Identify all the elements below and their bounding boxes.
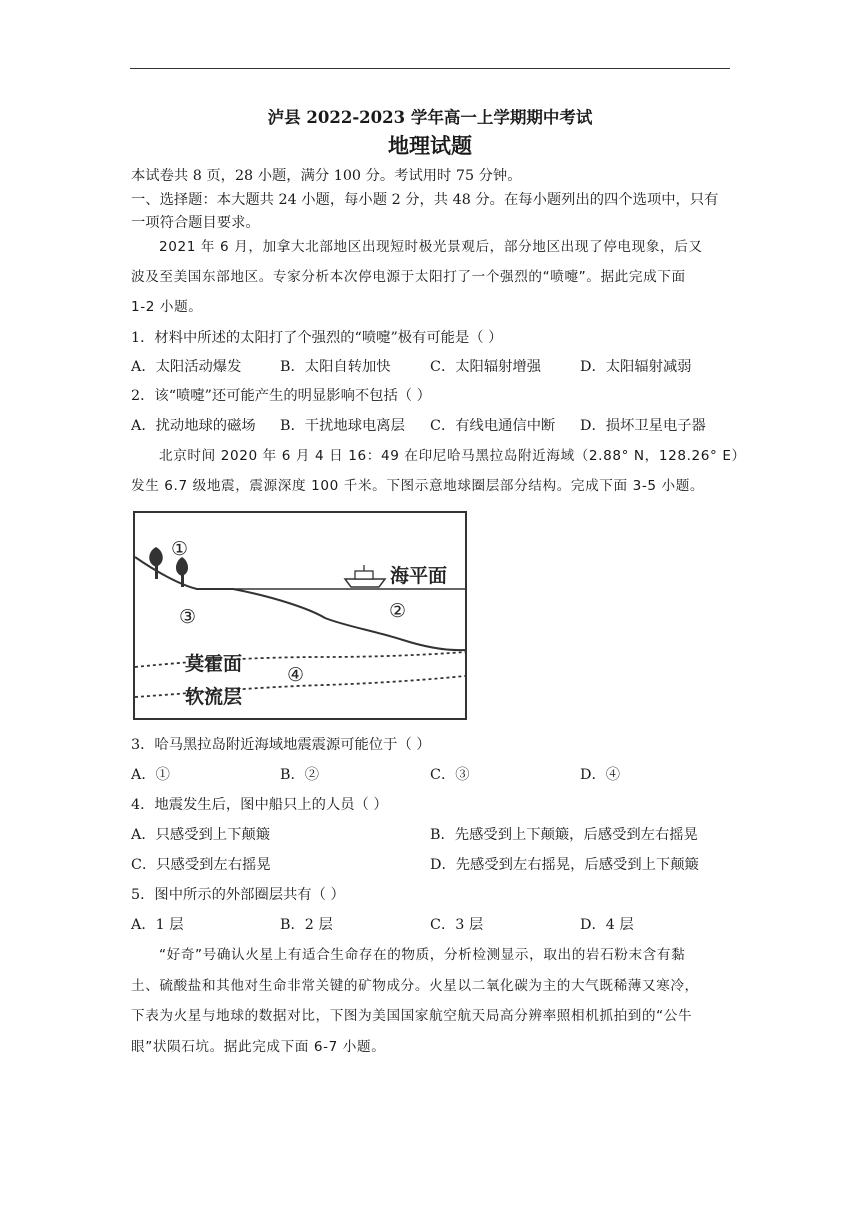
passage3-line3: 下表为火星与地球的数据对比，下图为美国国家航空航天局高分辨率照相机抓拍到的“公牛 (131, 1008, 693, 1024)
passage2-line1: 北京时间 2020 年 6 月 4 日 16：49 在印尼哈马黑拉岛附近海域（2.88° N，128.26° E） (159, 448, 746, 464)
passage3-line4: 眼”状陨石坑。据此完成下面 6-7 小题。 (131, 1039, 386, 1055)
ship-icon (345, 565, 385, 587)
question-2-option-b: B．干扰地球电离层 (280, 418, 405, 434)
label-sphere-4: ④ (287, 664, 305, 686)
label-asthenosphere: 软流层 (185, 686, 243, 708)
question-3-option-b: B．② (280, 767, 320, 783)
passage1-line3: 1-2 小题。 (131, 299, 203, 315)
question-4-option-d: D．先感受到左右摇晃，后感受到上下颠簸 (430, 857, 699, 873)
question-3-stem: 3．哈马黑拉岛附近海域地震震源可能位于（ ） (131, 737, 431, 753)
exam-info: 本试卷共 8 页，28 小题，满分 100 分。考试用时 75 分钟。 (131, 168, 522, 184)
question-2-stem: 2．该“喷嚏”还可能产生的明显影响不包括（ ） (131, 388, 431, 404)
label-sea-level: 海平面 (390, 565, 448, 587)
question-5-option-c: C．3 层 (430, 917, 484, 933)
question-3-option-c: C．③ (430, 767, 470, 783)
question-5-option-b: B．2 层 (280, 917, 333, 933)
question-4-option-c: C．只感受到左右摇晃 (131, 857, 271, 873)
exam-title: 泸县 2022-2023 学年高一上学期期中考试 (267, 108, 593, 127)
section-instructions-cont: 一项符合题目要求。 (131, 215, 260, 231)
question-4-option-b: B．先感受到上下颠簸，后感受到左右摇晃 (430, 827, 698, 843)
question-5-option-d: D．4 层 (580, 917, 634, 933)
header-rule (130, 68, 730, 69)
question-2-option-d: D．损坏卫星电子器 (580, 418, 706, 434)
question-5-option-a: A．1 层 (131, 917, 184, 933)
question-2-option-c: C．有线电通信中断 (430, 418, 556, 434)
section-instructions: 一、选择题：本大题共 24 小题，每小题 2 分，共 48 分。在每小题列出的四个选项中，只有 (131, 192, 719, 208)
question-1-option-c: C．太阳辐射增强 (430, 359, 542, 375)
label-sphere-3: ③ (179, 606, 197, 628)
question-1-option-b: B．太阳自转加快 (280, 359, 391, 375)
passage1-line2: 波及至美国东部地区。专家分析本次停电源于太阳打了一个强烈的“喷嚏”。据此完成下面 (131, 269, 686, 285)
earth-spheres-diagram (133, 511, 467, 720)
label-moho: 莫霍面 (185, 653, 243, 675)
question-2-option-a: A．扰动地球的磁场 (131, 418, 256, 434)
question-3-option-a: A．① (131, 767, 170, 783)
passage2-line2: 发生 6.7 级地震，震源深度 100 千米。下图示意地球圈层部分结构。完成下面 3-5 小题。 (131, 478, 705, 494)
label-sphere-2: ② (389, 600, 407, 622)
subject-title: 地理试题 (388, 133, 472, 158)
passage3-line2: 土、硫酸盐和其他对生命非常关键的矿物成分。火星以二氧化碳为主的大气既稀薄又寒冷， (131, 978, 699, 994)
passage3-line1: “好奇”号确认火星上有适合生命存在的物质，分析检测显示，取出的岩石粉末含有黏 (159, 947, 686, 963)
passage1-line1: 2021 年 6 月，加拿大北部地区出现短时极光景观后，部分地区出现了停电现象，后又 (159, 239, 703, 255)
question-1-option-d: D．太阳辐射减弱 (580, 359, 692, 375)
question-4-stem: 4．地震发生后，图中船只上的人员（ ） (131, 797, 388, 813)
question-3-option-d: D．④ (580, 767, 621, 783)
label-sphere-1: ① (171, 538, 189, 560)
question-4-option-a: A．只感受到上下颠簸 (131, 827, 270, 843)
question-1-option-a: A．太阳活动爆发 (131, 359, 242, 375)
question-5-stem: 5．图中所示的外部圈层共有（ ） (131, 887, 345, 903)
question-1-stem: 1．材料中所述的太阳打了个强烈的“喷嚏”极有可能是（ ） (131, 330, 503, 346)
